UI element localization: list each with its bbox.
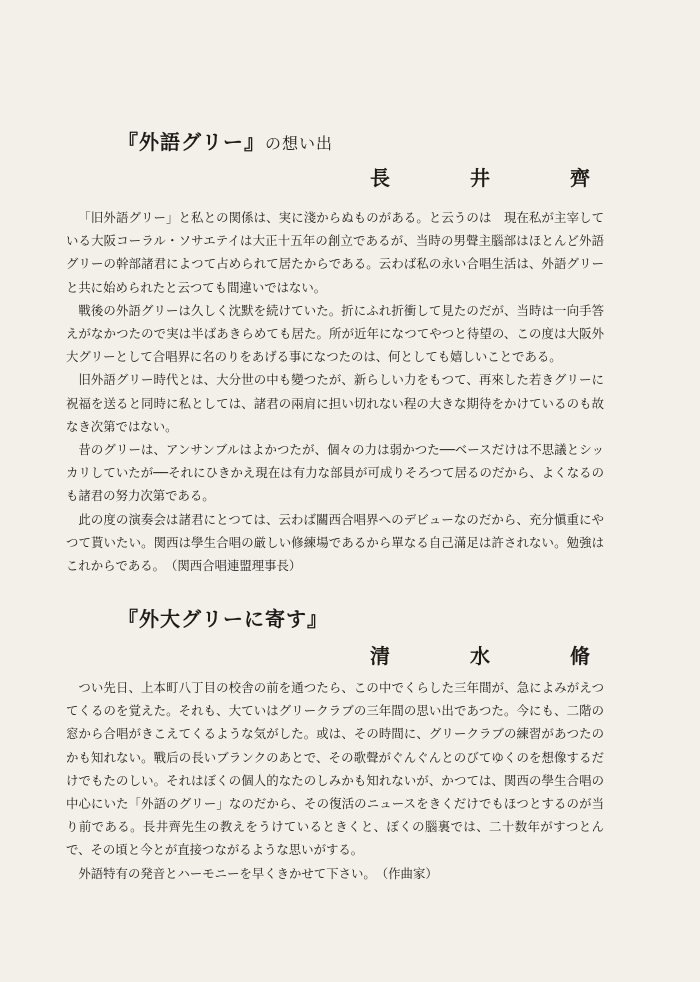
section2-author-char: 清 — [370, 644, 390, 668]
section1-author-char: 長 — [370, 166, 390, 190]
section1-paragraph: 「旧外語グリー」と私との関係は、実に淺からぬものがある。と云うのは 現在私が主宰している大阪コーラル・ソサエテイは大正十五年の創立であるが、当時の男聲主腦部はほとんど外語グリーの幹部諸君によつて占められて居たからである。云わば私の永い合唱生活は、外語グリーと共に始められたと云つても間違いではない。 — [66, 210, 604, 295]
section1-affiliation: （関西合唱連盟理事長） — [171, 558, 302, 574]
section2-affiliation: （作曲家） — [381, 865, 438, 881]
section2-author-char: 脩 — [570, 644, 590, 668]
section2-last-paragraph-text: 外語特有の発音とハーモニーを早くきかせて下さい。 — [78, 865, 370, 881]
section2-body — [66, 676, 604, 885]
section1-title — [118, 126, 333, 155]
section2-title: 『外大グリーに寄す』 — [118, 607, 328, 631]
section1-author-char: 齊 — [570, 166, 590, 190]
section1-title-suffix: の想い出 — [265, 134, 334, 153]
section2-author-char: 水 — [470, 644, 490, 668]
section1-author — [370, 162, 590, 191]
section1-paragraph: 昔のグリーは、アンサンブルはよかつたが、個々の力は弱かつた──ベースだけは不思議とシッカリしていたが──それにひきかえ現在は有力な部員が可成りそろつて居るのだから、よくなるのも諸君の努力次第である。 — [66, 442, 604, 504]
section2-paragraph: つい先日、上本町八丁目の校舎の前を通つたら、この中でくらした三年間が、急によみがえつてくるのを覚えた。それも、大ていはグリークラブの三年間の思い出であつた。今にも、二階の窓から合唱がきこえてくるような気がした。或は、その時間に、グリークラブの練習があつたのかも知れない。戰后の長いブランクのあとで、その歌聲がぐんぐんとのびてゆくのを想像するだけでもたのしい。それはぼくの個人的なたのしみかも知れないが、かつては、関西の學生合唱の中心にいた「外語のグリー」なのだから、その復活のニュースをきくだけでもほつとするのが当り前である。長井齊先生の教えをうけているときくと、ぼくの腦裏では、二十数年がすつとんで、その頃と今とが直接つながるような思いがする。 — [66, 680, 604, 858]
section1-paragraph: 戰後の外語グリーは久しく沈默を続けていた。折にふれ折衝して見たのだが、当時は一向手答えがなかつたので実は半ばあきらめても居た。所が近年になつてやつと待望の、この度は大阪外大グリーとして合唱界に名のりをあげる事になつたのは、何としても嬉しいことである。 — [66, 302, 604, 365]
section2-paragraph — [66, 862, 604, 885]
section1-body — [66, 206, 604, 577]
section1-title-main: 『外語グリー』 — [118, 130, 265, 154]
section1-author-char: 井 — [470, 166, 490, 190]
section1-paragraph: 旧外語グリー時代とは、大分世の中も變つたが、新らしい力をもつて、再來した若きグリーに祝福を送ると同時に私としては、諸君の兩肩に担い切れない程の大きな期待をかけているのも故なき次第ではない。 — [66, 372, 604, 434]
section1-last-paragraph-text: 此の度の演奏会は諸君にとつては、云わば關西合唱界へのデビューなのだから、充分愼重にやつて貰いたい。関西は學生合唱の厳しい修練場であるから單なる自己滿足は許されない。勉強はこれからである。 — [66, 511, 604, 574]
section1-paragraph — [66, 508, 604, 578]
section2-author — [370, 640, 590, 669]
